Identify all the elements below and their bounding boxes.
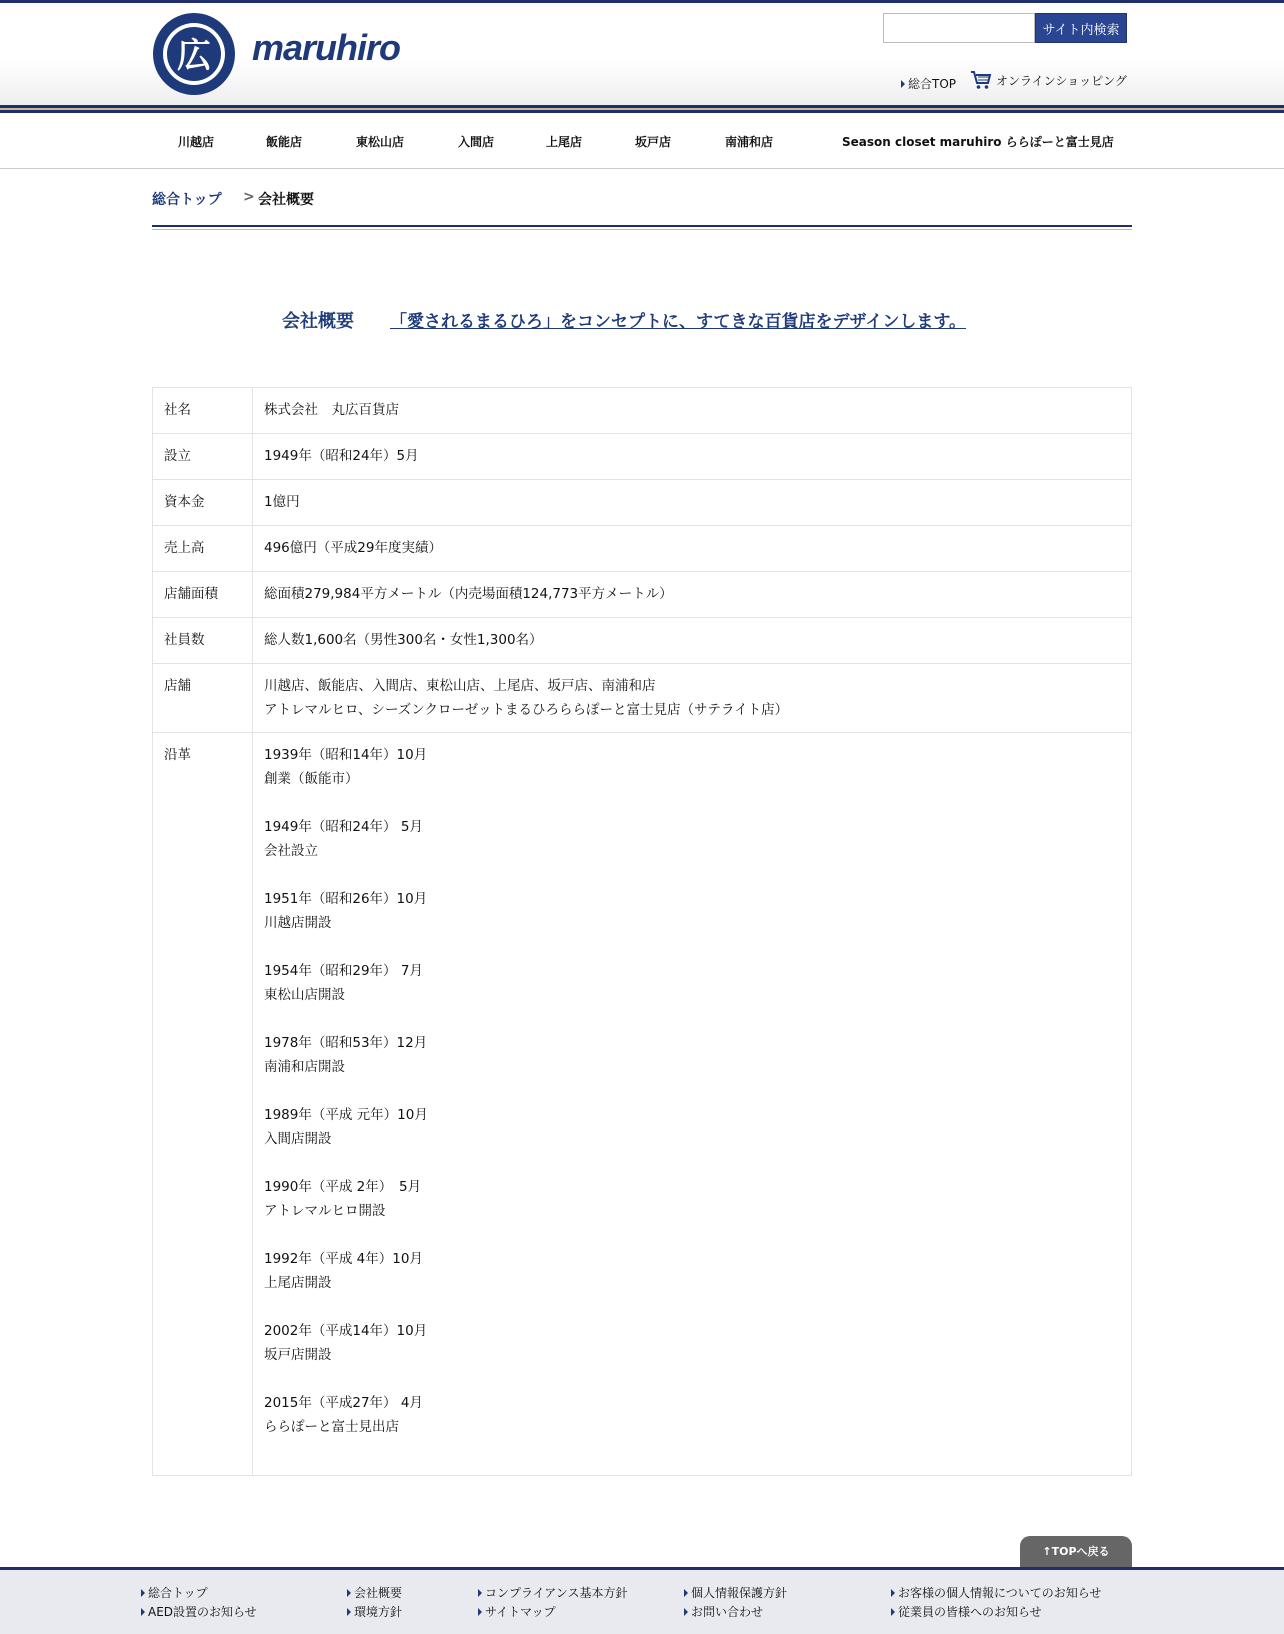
nav-item-lalaport-fujimi[interactable]: Season closet maruhiro ららぽーと富士見店 xyxy=(842,135,1114,149)
history-event: 南浦和店開設 xyxy=(264,1059,345,1075)
row-value: 1949年（昭和24年）5月 xyxy=(253,434,1132,480)
header-shop-link-label: オンラインショッピング xyxy=(996,73,1127,88)
nav-item-ageo[interactable]: 上尾店 xyxy=(546,135,583,149)
arrow-right-icon xyxy=(478,1608,482,1616)
arrow-right-icon xyxy=(684,1589,688,1597)
header-top-link-label: 総合TOP xyxy=(908,77,957,91)
row-value: 株式会社 丸広百貨店 xyxy=(253,388,1132,434)
history-date: 1951年（昭和26年）10月 xyxy=(264,891,428,907)
history-event: 東松山店開設 xyxy=(264,987,345,1003)
footer-link-aed[interactable] xyxy=(141,1603,257,1620)
history-date: 1954年（昭和29年） 7月 xyxy=(264,963,423,979)
history-entry xyxy=(264,959,1120,1007)
arrow-right-icon xyxy=(347,1589,351,1597)
footer-link-environment[interactable] xyxy=(347,1603,402,1620)
breadcrumb-divider xyxy=(152,225,1132,227)
row-label: 売上高 xyxy=(153,526,253,572)
history-event: 会社設立 xyxy=(264,843,318,859)
row-label: 店舗面積 xyxy=(153,572,253,618)
table-row xyxy=(153,618,1132,664)
history-event: 坂戸店開設 xyxy=(264,1347,332,1363)
footer-link-contact[interactable] xyxy=(684,1603,763,1620)
history-date: 2002年（平成14年）10月 xyxy=(264,1323,428,1339)
footer-link-label: 個人情報保護方針 xyxy=(691,1586,788,1600)
history-date: 1992年（平成 4年）10月 xyxy=(264,1251,423,1267)
arrow-right-icon xyxy=(347,1608,351,1616)
footer-link-label: 環境方針 xyxy=(354,1605,403,1619)
history-event: 川越店開設 xyxy=(264,915,332,931)
maruhiro-logo-mark[interactable] xyxy=(152,12,236,96)
page-title: 会社概要 xyxy=(282,311,354,332)
arrow-right-icon xyxy=(141,1608,145,1616)
footer-link-home[interactable] xyxy=(141,1584,208,1601)
table-row xyxy=(153,526,1132,572)
history-date: 1939年（昭和14年）10月 xyxy=(264,747,428,763)
company-info-table xyxy=(152,387,1132,1476)
footer-link-label: お客様の個人情報についてのお知らせ xyxy=(898,1586,1102,1600)
history-entry xyxy=(264,1175,1120,1223)
breadcrumb-separator: > xyxy=(243,189,255,205)
row-label: 資本金 xyxy=(153,480,253,526)
footer-link-label: 従業員の皆様へのお知らせ xyxy=(898,1605,1042,1619)
history-entry xyxy=(264,815,1120,863)
nav-item-sakado[interactable]: 坂戸店 xyxy=(635,135,672,149)
table-row-history xyxy=(153,733,1132,1476)
history-date: 1978年（昭和53年）12月 xyxy=(264,1035,428,1051)
back-to-top-button[interactable]: ↑TOPへ戻る xyxy=(1020,1536,1132,1568)
arrow-right-icon xyxy=(891,1589,895,1597)
row-value xyxy=(253,664,1132,733)
logo-wordmark[interactable]: maruhiro xyxy=(252,27,401,68)
history-event: 上尾店開設 xyxy=(264,1275,332,1291)
breadcrumb-home[interactable]: 総合トップ xyxy=(152,192,222,208)
row-value: 総人数1,600名（男性300名・女性1,300名） xyxy=(253,618,1132,664)
table-row xyxy=(153,434,1132,480)
row-label: 社員数 xyxy=(153,618,253,664)
nav-item-minamiurawa[interactable]: 南浦和店 xyxy=(725,135,774,149)
breadcrumb-divider-gold xyxy=(152,229,1132,230)
site-search-input[interactable] xyxy=(883,13,1035,43)
nav-item-kawagoe[interactable]: 川越店 xyxy=(178,135,215,149)
history-event: ららぽーと富士見出店 xyxy=(264,1419,399,1435)
row-value: 1億円 xyxy=(253,480,1132,526)
nav-item-hanno[interactable]: 飯能店 xyxy=(266,135,303,149)
footer-link-label: 会社概要 xyxy=(354,1586,403,1600)
history-entry xyxy=(264,1031,1120,1079)
footer-link-label: コンプライアンス基本方針 xyxy=(485,1586,628,1600)
nav-item-iruma[interactable]: 入間店 xyxy=(458,135,495,149)
logo-mark-glyph: 広 xyxy=(177,36,211,76)
row-label: 設立 xyxy=(153,434,253,480)
arrow-right-icon xyxy=(478,1589,482,1597)
history-entry xyxy=(264,1247,1120,1295)
table-row-stores xyxy=(153,664,1132,733)
history-event: アトレマルヒロ開設 xyxy=(264,1203,386,1219)
history-list xyxy=(253,733,1132,1476)
site-footer xyxy=(0,1570,1284,1634)
footer-link-privacy[interactable] xyxy=(684,1584,787,1601)
row-label: 社名 xyxy=(153,388,253,434)
footer-link-customer-info[interactable] xyxy=(891,1584,1101,1601)
arrow-right-icon xyxy=(141,1589,145,1597)
table-row xyxy=(153,480,1132,526)
history-entry xyxy=(264,887,1120,935)
arrow-right-icon xyxy=(891,1608,895,1616)
history-event: 創業（飯能市） xyxy=(264,771,359,787)
history-date: 1989年（平成 元年）10月 xyxy=(264,1107,428,1123)
arrow-right-icon xyxy=(684,1608,688,1616)
history-date: 2015年（平成27年） 4月 xyxy=(264,1395,423,1411)
table-row xyxy=(153,388,1132,434)
history-date: 1949年（昭和24年） 5月 xyxy=(264,819,423,835)
arrow-right-icon xyxy=(901,80,905,88)
footer-link-label: サイトマップ xyxy=(485,1605,556,1619)
header-top-link[interactable] xyxy=(901,75,956,92)
history-entry xyxy=(264,743,1120,791)
footer-link-sitemap[interactable] xyxy=(478,1603,556,1620)
shopping-cart-icon xyxy=(970,70,992,90)
history-entry xyxy=(264,1319,1120,1367)
footer-link-employee-notice[interactable] xyxy=(891,1603,1042,1620)
stores-line-2: アトレマルヒロ、シーズンクローゼットまるひろららぽーと富士見店（サテライト店） xyxy=(264,702,789,718)
footer-link-label: AED設置のお知らせ xyxy=(148,1605,257,1619)
row-value: 496億円（平成29年度実績） xyxy=(253,526,1132,572)
footer-link-compliance[interactable] xyxy=(478,1584,627,1601)
breadcrumb-current: 会社概要 xyxy=(258,192,314,208)
site-header xyxy=(0,3,1284,105)
history-event: 入間店開設 xyxy=(264,1131,332,1147)
history-entry xyxy=(264,1391,1120,1439)
table-row xyxy=(153,572,1132,618)
footer-link-label: 総合トップ xyxy=(148,1586,208,1600)
store-nav xyxy=(0,113,1284,169)
row-label: 店舗 xyxy=(153,664,253,733)
header-shop-link[interactable] xyxy=(970,70,1127,90)
row-value: 総面積279,984平方メートル（内売場面積124,773平方メートル） xyxy=(253,572,1132,618)
site-search-button[interactable]: サイト内検索 xyxy=(1035,13,1127,43)
concept-link[interactable]: 「愛されるまるひろ」をコンセプトに、すてきな百貨店をデザインします。 xyxy=(390,312,966,332)
footer-link-company[interactable] xyxy=(347,1584,402,1601)
footer-link-label: お問い合わせ xyxy=(691,1605,764,1619)
nav-item-higashimatsuyama[interactable]: 東松山店 xyxy=(356,135,405,149)
stores-line-1: 川越店、飯能店、入間店、東松山店、上尾店、坂戸店、南浦和店 xyxy=(264,678,656,694)
history-entry xyxy=(264,1103,1120,1151)
history-date: 1990年（平成 2年） 5月 xyxy=(264,1179,422,1195)
row-label: 沿革 xyxy=(153,733,253,1476)
